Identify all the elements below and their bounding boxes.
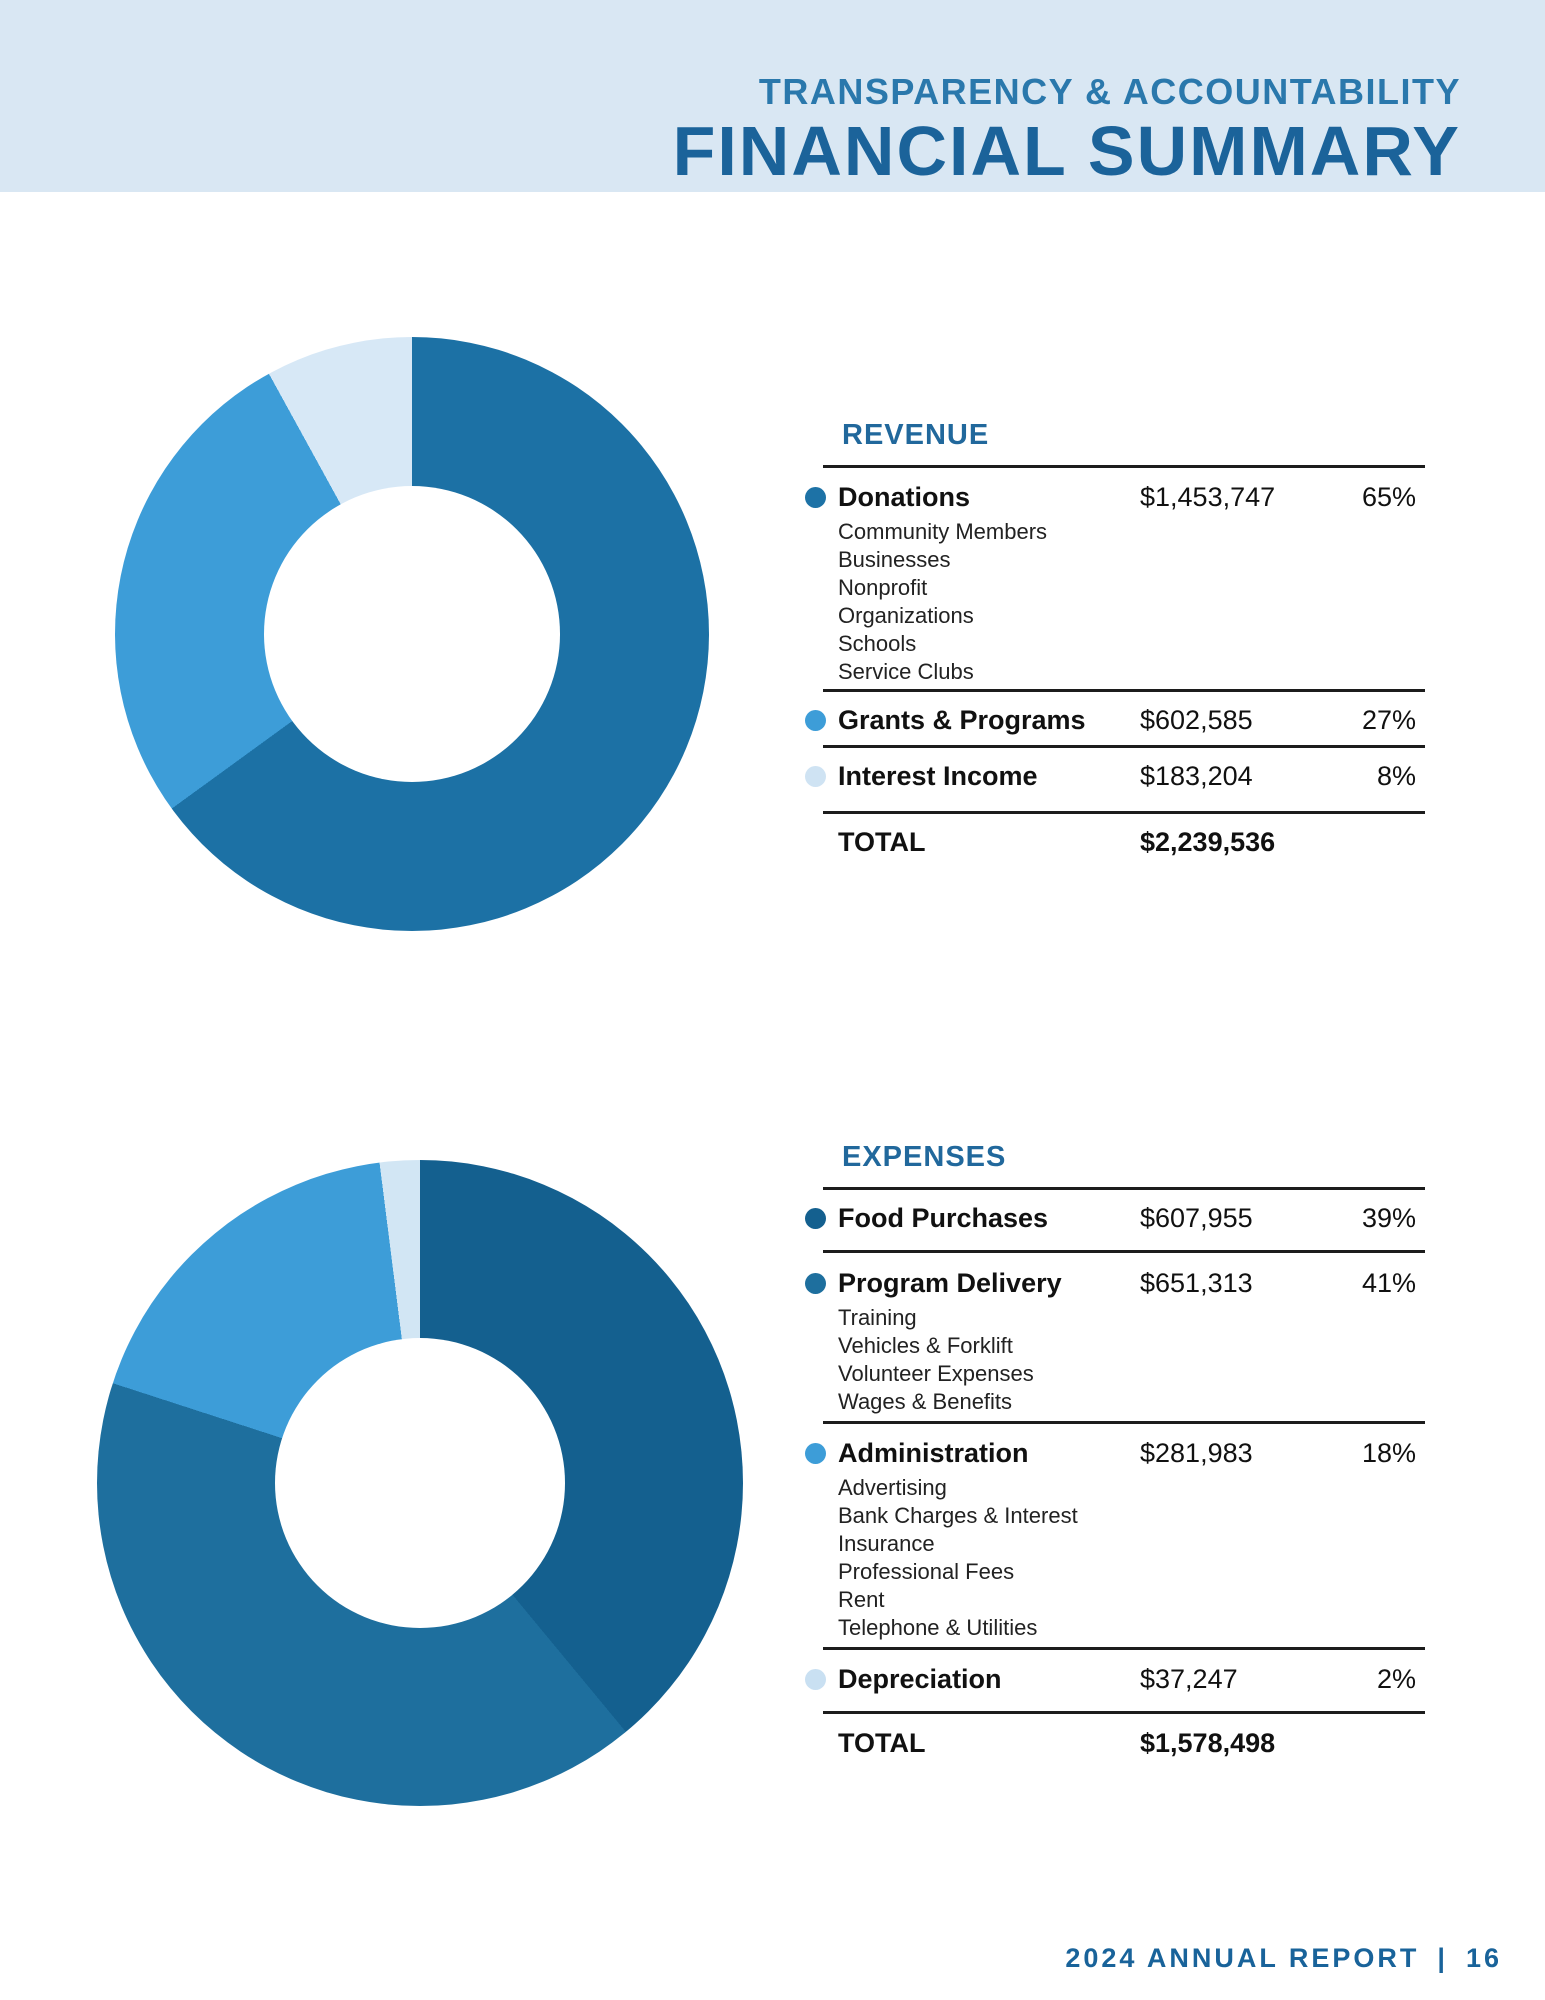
row-value: $183,204 [1140,760,1253,791]
subitem: Schools [838,631,917,656]
legend-dot [805,1669,826,1690]
donut-hole [264,486,560,782]
total-label: TOTAL [838,1727,926,1758]
divider [823,465,1425,468]
table-row-depreciation [800,1660,1430,1698]
subitem: Insurance [838,1531,935,1556]
row-percent: 8% [1376,760,1416,791]
legend-dot [805,1273,826,1294]
divider [823,1187,1425,1190]
row-value: $607,955 [1140,1202,1253,1233]
page-footer [1065,1942,1502,1974]
revenue-table [800,418,1430,861]
row-percent: 27% [1361,704,1416,735]
total-value: $2,239,536 [1140,826,1276,857]
row-label: Program Delivery [838,1267,1062,1298]
table-row-interest-income [800,757,1430,795]
table-row-grants-programs [800,701,1430,739]
row-percent: 65% [1361,481,1416,512]
row-value: $1,453,747 [1140,481,1276,512]
row-value: $651,313 [1140,1267,1253,1298]
row-percent: 2% [1376,1663,1416,1694]
row-percent: 18% [1361,1437,1416,1468]
footer-page-number: 16 [1465,1943,1502,1973]
table-row-total [800,1724,1430,1762]
row-label: Grants & Programs [838,704,1086,735]
table-row-total [800,823,1430,861]
row-percent: 41% [1361,1267,1416,1298]
divider [823,1711,1425,1714]
row-subitems [800,518,1430,686]
subitem: Training [838,1305,917,1330]
legend-dot [805,710,826,731]
expenses-section-heading: EXPENSES [842,1141,1007,1173]
table-row-administration [800,1434,1430,1472]
divider [823,745,1425,748]
revenue-section-heading: REVENUE [842,419,990,451]
subitem: Community Members [838,519,1048,544]
page-header [672,0,1461,190]
subitem: Service Clubs [838,659,974,684]
row-value: $281,983 [1140,1437,1253,1468]
page-kicker: TRANSPARENCY & ACCOUNTABILITY [758,71,1461,112]
legend-dot [805,1443,826,1464]
divider [823,1250,1425,1253]
subitem: Advertising [838,1475,947,1500]
row-label: Administration [838,1437,1029,1468]
divider [823,1647,1425,1650]
total-value: $1,578,498 [1140,1727,1276,1758]
subitem: Wages & Benefits [838,1389,1013,1414]
subitem: Bank Charges & Interest [838,1503,1078,1528]
subitem: Businesses [838,547,951,572]
page-header-band [0,0,1545,192]
expenses-table [800,1140,1430,1762]
revenue-donut-chart [115,337,709,931]
row-subitems [800,1304,1430,1416]
total-label: TOTAL [838,826,926,857]
divider [823,1421,1425,1424]
footer-separator: | [1437,1943,1448,1973]
row-label: Depreciation [838,1663,1002,1694]
subitem: Volunteer Expenses [838,1361,1034,1386]
row-subitems [800,1474,1430,1642]
subitem: Nonprofit [838,575,928,600]
page-title: FINANCIAL SUMMARY [672,112,1461,190]
table-row-program-delivery [800,1264,1430,1302]
donut-hole [275,1338,565,1628]
divider [823,689,1425,692]
legend-dot [805,487,826,508]
row-value: $37,247 [1140,1663,1238,1694]
legend-dot [805,766,826,787]
expenses-donut-chart [97,1160,743,1806]
subitem: Rent [838,1587,885,1612]
row-label: Donations [838,481,970,512]
divider [823,811,1425,814]
row-value: $602,585 [1140,704,1253,735]
row-label: Interest Income [838,760,1038,791]
footer-report-title: 2024 ANNUAL REPORT [1065,1943,1420,1973]
subitem: Telephone & Utilities [838,1615,1038,1640]
table-row-donations [800,478,1430,516]
row-percent: 39% [1361,1202,1416,1233]
subitem: Professional Fees [838,1559,1015,1584]
subitem: Organizations [838,603,974,628]
subitem: Vehicles & Forklift [838,1333,1013,1358]
row-label: Food Purchases [838,1202,1049,1233]
legend-dot [805,1208,826,1229]
table-row-food-purchases [800,1199,1430,1237]
